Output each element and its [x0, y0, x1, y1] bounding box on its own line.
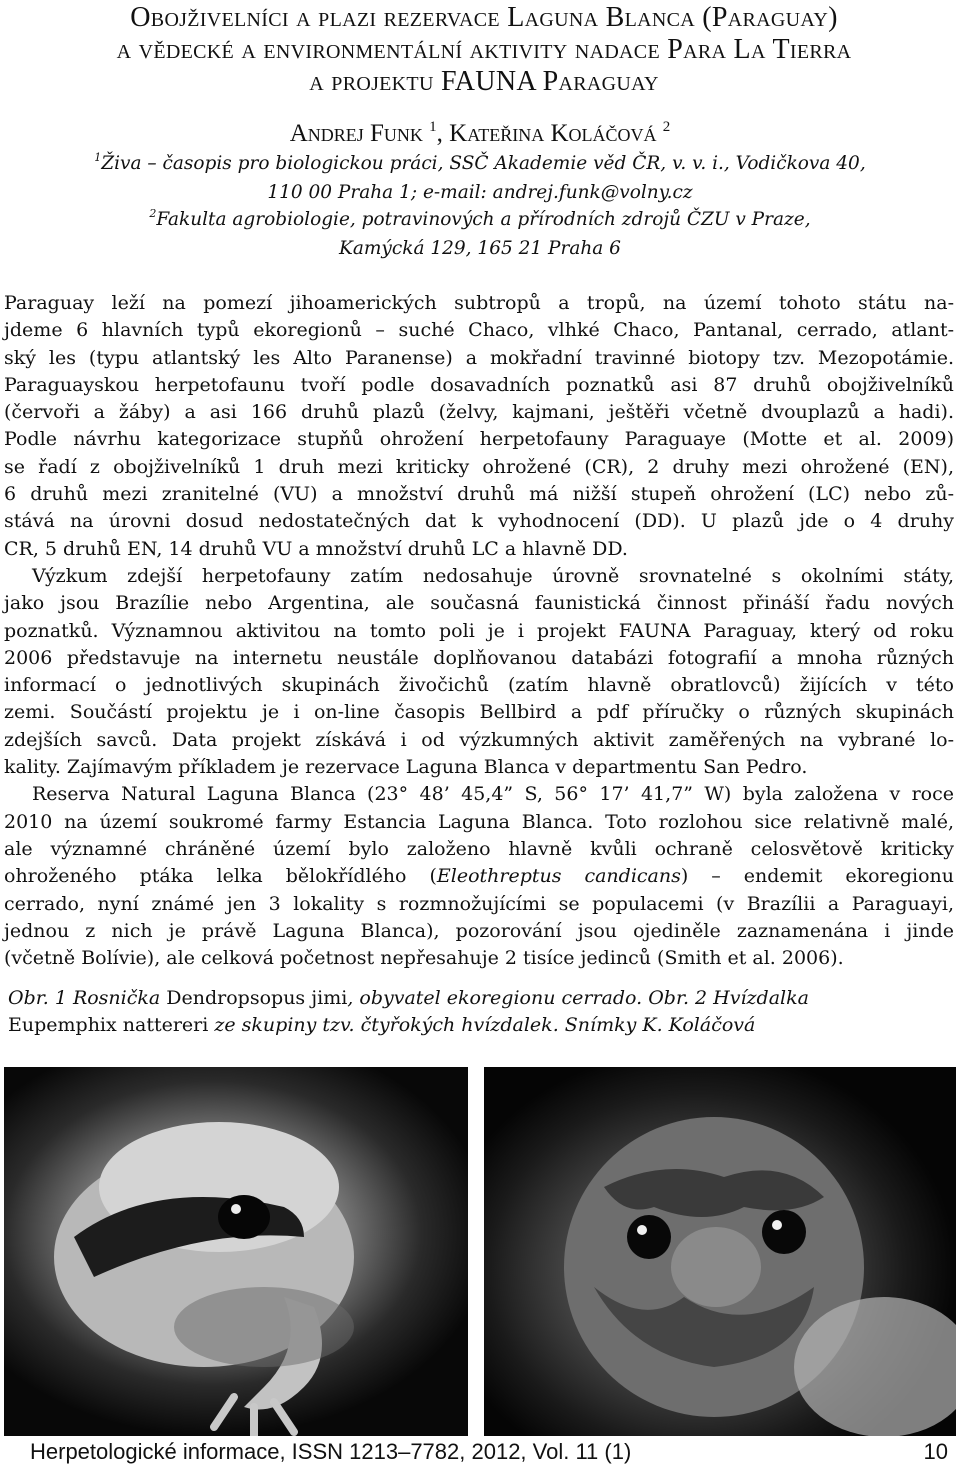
journal-citation: Herpetologické informace, ISSN 1213–7782, 2012, Vol. 11 (1): [30, 1439, 632, 1464]
title-line-2: a vědecké a environmentální aktivity nadace Para La Tierra: [116, 34, 852, 65]
caption-species: Dendropsopus jimi: [166, 987, 348, 1009]
author-name-1: Andrej Funk: [289, 120, 423, 147]
frog-eye-highlight: [231, 1204, 241, 1214]
body-line: stává na úrovni dosud nedostatečných dat k vyhodnocení (DD). U plazů jde o 4 druhy: [4, 510, 954, 533]
toad-eye-highlight: [772, 1220, 782, 1230]
author-sup-2: 2: [662, 119, 671, 135]
caption-line-1: [8, 985, 948, 1012]
frog-illustration: [4, 1067, 468, 1436]
body-line: jako jsou Brazílie nebo Argentina, ale současná faunistická činnost přináší řadu nových: [4, 592, 954, 615]
toad-photo: [484, 1067, 956, 1436]
body-line: zemi. Součástí projektu je i on-line časopis Bellbird a pdf příručky o různých skupinách: [4, 701, 954, 724]
article-title: [24, 2, 944, 98]
caption-text: Obr. 1 Rosnička: [8, 987, 167, 1009]
body-line: se řadí z obojživelníků 1 druh mezi kriticky ohrožené (CR), 2 druhy mezi ohrožené (EN),: [4, 455, 954, 478]
body-line: zdejších savců. Data projekt získává i od výzkumných aktivit zaměřených na vybrané lo-: [4, 728, 954, 751]
author-list: [0, 118, 960, 150]
body-text-run: ohroženého ptáka lelka bělokřídlého (: [4, 865, 437, 888]
affiliation-1-sup: 1: [94, 151, 102, 164]
body-line: jdeme 6 hlavních typů ekoregionů – suché Chaco, vlhké Chaco, Pantanal, cerrado, atlant-: [4, 319, 954, 342]
author-sup-1: 1: [429, 119, 437, 135]
affiliation-1-line-1: [0, 149, 960, 178]
body-line: 2010 na území soukromé farmy Estancia Laguna Blanca. Toto rozlohou sice relativně malé,: [4, 810, 954, 833]
body-line: [4, 863, 954, 890]
body-line: informací o jednotlivých skupinách živočichů (zatím hlavně obratlovců) žijících v této: [4, 674, 954, 697]
caption-line-2: [8, 1012, 948, 1039]
body-line: Podle návrhu kategorizace stupňů ohrožení herpetofauny Paraguaye (Motte et al. 2009): [4, 428, 954, 451]
body-line: 2006 představuje na internetu neustále doplňovanou databázi fotografií a mnoha různých: [4, 646, 954, 669]
title-line-1: Obojživelníci a plazi rezervace Laguna Blanca (Paraguay): [130, 2, 838, 33]
body-line: ský les (typu atlantský les Alto Paranense) a mokřadní travinné biotopy tzv. Mezopotámie.: [4, 346, 954, 369]
frog-shadow: [174, 1287, 354, 1367]
body-line: CR, 5 druhů EN, 14 druhů VU a množství druhů LC a hlavně DD.: [4, 537, 628, 560]
affiliation-2-sup: 2: [149, 207, 157, 220]
body-line: (červoři a žáby) a asi 166 druhů plazů (želvy, kajmani, ještěři včetně dvouplazů a hadi).: [4, 401, 954, 424]
frog-eye: [218, 1195, 270, 1239]
toad-eye-highlight: [637, 1225, 647, 1235]
title-line-3: a projektu FAUNA Paraguay: [309, 66, 659, 97]
toad-snout: [671, 1227, 761, 1307]
author-name-2: Kateřina Koláčová: [449, 120, 657, 147]
body-line: (včetně Bolívie), ale celková početnost nepřesahuje 2 tisíce jedinců (Smith et al. 2006).: [4, 947, 844, 970]
article-body: [4, 290, 954, 972]
affiliation-2-line-2: Kamýcká 129, 165 21 Praha 6: [339, 238, 621, 259]
caption-text: , obyvatel ekoregionu cerrado. Obr. 2 Hvízdalka: [347, 987, 809, 1009]
species-name: Eleothreptus candicans: [436, 865, 681, 888]
affiliation-1-line-2: 110 00 Praha 1; e-mail: andrej.funk@volny.cz: [267, 182, 693, 203]
body-line: Reserva Natural Laguna Blanca (23° 48’ 45,4” S, 56° 17’ 41,7” W) byla založena v roce: [32, 783, 954, 806]
author-separator: ,: [436, 120, 450, 147]
toad-illustration: [484, 1067, 956, 1436]
page-number: 10: [923, 1439, 948, 1464]
body-line: Paraguay leží na pomezí jihoamerických subtropů a tropů, na území tohoto státu na-: [4, 292, 954, 314]
body-line: poznatků. Významnou aktivitou na tomto poli je i projekt FAUNA Paraguay, který od roku: [4, 619, 954, 642]
caption-species: Eupemphix nattereri: [8, 1014, 209, 1036]
toad-eye: [762, 1210, 806, 1254]
body-line: 6 druhů mezi zranitelné (VU) a množství druhů má nižší stupeň ohrožení (LC) nebo zů-: [4, 483, 954, 506]
figure-caption: [8, 985, 948, 1039]
body-line: cerrado, nyní známé jen 3 lokality s rozmnožujícími se populacemi (v Brazílii a Paraguayi,: [4, 892, 954, 915]
frog-photo: [4, 1067, 468, 1436]
affiliation-1-text-1: Živa – časopis pro biologickou práci, SSČ Akademie věd ČR, v. v. i., Vodičkova 40,: [101, 153, 866, 174]
toad-eye: [627, 1215, 671, 1259]
body-line: Výzkum zdejší herpetofauny zatím nedosahuje úrovně srovnatelné s okolními státy,: [32, 564, 954, 587]
affiliation-2-text-1: Fakulta agrobiologie, potravinových a přírodních zdrojů ČZU v Praze,: [156, 209, 811, 230]
body-line: kality. Zajímavým příkladem je rezervace Laguna Blanca v departmentu San Pedro.: [4, 756, 808, 779]
body-line: Paraguayskou herpetofaunu tvoří podle dosavadních poznatků asi 87 druhů obojživelníků: [4, 373, 954, 396]
body-text-run: ) – endemit ekoregionu: [680, 865, 954, 888]
caption-text: ze skupiny tzv. čtyřokých hvízdalek. Snímky K. Koláčová: [208, 1014, 756, 1036]
body-line: ale významné chráněné území bylo založeno hlavně kvůli ochraně celosvětově kriticky: [4, 837, 954, 860]
affiliation-2: [0, 205, 960, 263]
body-line: jednou z nich je právě Laguna Blanca), pozorování jsou ojediněle zaznamenána i jinde: [4, 919, 954, 942]
affiliation-2-line-1: [0, 205, 960, 234]
affiliation-1: [0, 149, 960, 207]
